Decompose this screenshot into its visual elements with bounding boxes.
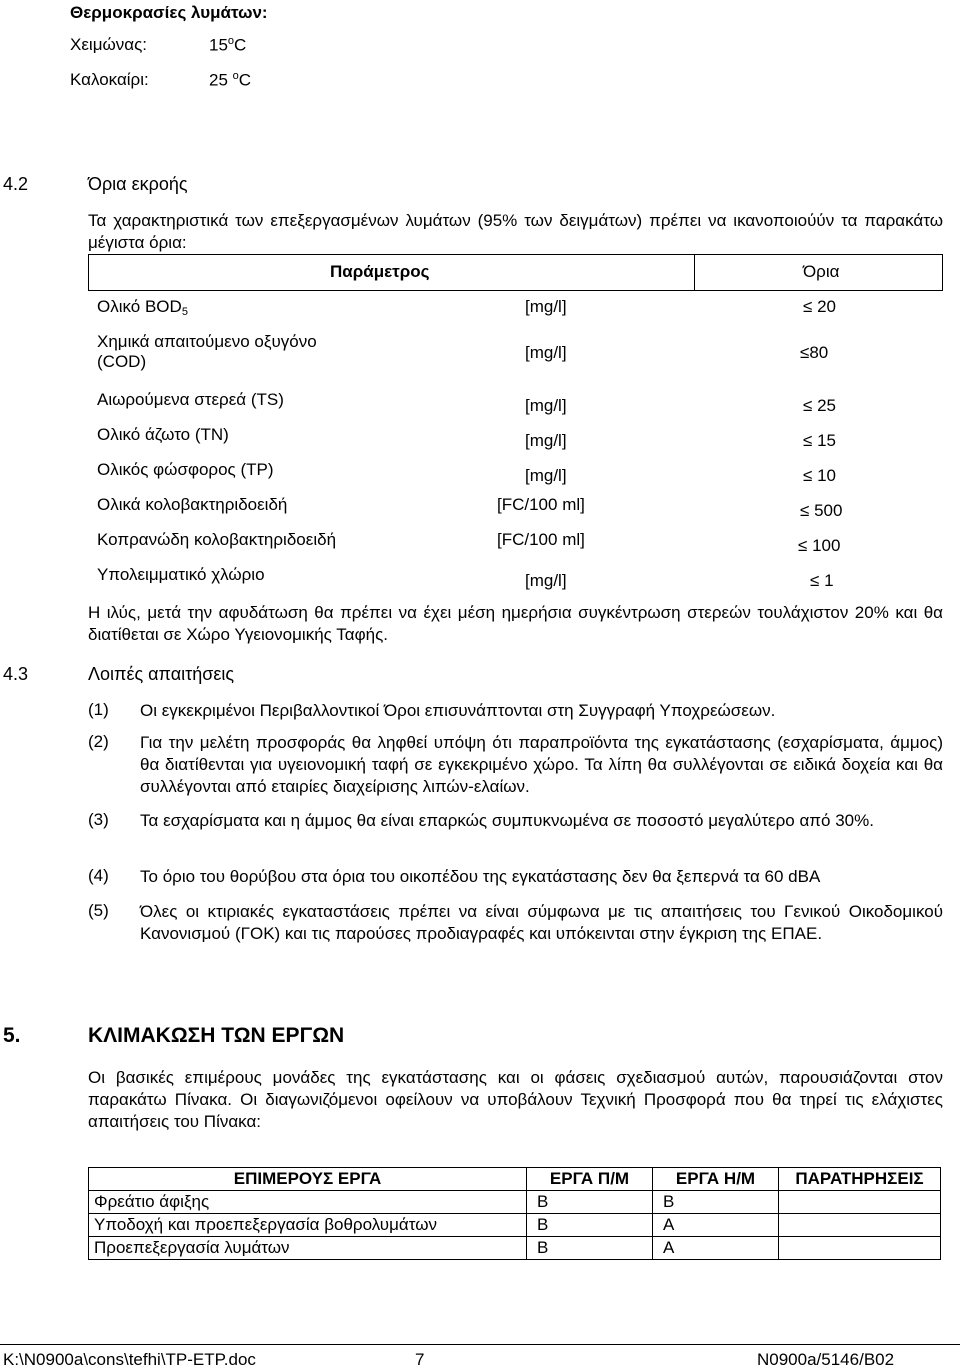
section-5-title: ΚΛΙΜΑΚΩΣΗ ΤΩΝ ΕΡΓΩΝ xyxy=(88,1024,345,1047)
table-cell: Β xyxy=(653,1191,779,1214)
temps-heading: Θερμοκρασίες λυμάτων: xyxy=(70,3,268,22)
list-item-text: Τα εσχαρίσματα και η άμμος θα είναι επαρκώς συμπυκνωμένα σε ποσοστό μεγαλύτερο από 30%. xyxy=(140,811,874,830)
table-cell: Προεπεξεργασία λυμάτων xyxy=(89,1237,527,1260)
le-icon: ≤ xyxy=(803,396,813,415)
limit-row-name: Ολικό άζωτο (TN) xyxy=(97,425,229,444)
limit-row-value: ≤ 1 xyxy=(810,571,834,590)
table-row xyxy=(89,1191,941,1214)
limit-row-value: ≤ 100 xyxy=(798,536,841,555)
section-4-2-title: Όρια εκροής xyxy=(88,174,188,194)
table-cell xyxy=(779,1237,941,1260)
table-cell xyxy=(779,1214,941,1237)
limit-row-name: Χημικά απαιτούμενο οξυγόνο (COD) xyxy=(97,332,317,371)
table-cell: Β xyxy=(527,1237,653,1260)
section-5-number: 5. xyxy=(3,1024,21,1047)
section-5-intro: Οι βασικές επιμέρους μονάδες της εγκατάστασης και οι φάσεις σχεδιασμού αυτών, παρουσιάζονται στον παρακάτω Πίνακα. Οι διαγωνιζόμενοι οφείλουν να υποβάλουν Τεχνική Προσφορά που θα τηρεί τις ελάχιστες απαιτήσεις του Πίνακα: xyxy=(88,1068,943,1131)
section-4-2-intro: Τα χαρακτηριστικά των επεξεργασμένων λυμάτων (95% των δειγμάτων) πρέπει να ικανοποιούύν τα παρακάτω μέγιστα όρια: xyxy=(88,211,943,252)
degree-mark: o xyxy=(227,35,235,47)
limit-row-name: Ολικά κολοβακτηριδοειδή xyxy=(97,495,288,514)
le-icon: ≤ xyxy=(800,343,810,362)
list-item-number: (5) xyxy=(88,901,109,920)
limit-row-unit: [mg/l] xyxy=(525,297,567,316)
table-cell: Υποδοχή και προεπεξεργασία βοθρολυμάτων xyxy=(89,1214,527,1237)
limit-row-name: Ολικό $BOD_5$ xyxy=(97,297,188,318)
table-cell: Α xyxy=(653,1214,779,1237)
list-item-number: (3) xyxy=(88,810,109,829)
limit-row-name: Κοπρανώδη κολοβακτηριδοειδή xyxy=(97,530,337,549)
limit-row-name: Ολικός φώσφορος (TP) xyxy=(97,460,274,479)
le-icon: ≤ xyxy=(800,501,810,520)
footer-page-number: 7 xyxy=(415,1350,425,1369)
section-4-2-number: 4.2 xyxy=(3,174,29,194)
degree-mark: o xyxy=(232,70,239,82)
section-4-3-number: 4.3 xyxy=(3,664,29,684)
sludge-note: Η ιλύς, μετά την αφυδάτωση θα πρέπει να έχει μέση ημερήσια συγκέντρωση στερεών τουλάχιστον 20% και θα διατίθεται σε Χώρο Υγειονομικής Ταφής. xyxy=(88,603,943,644)
le-icon: ≤ xyxy=(798,536,808,555)
winter-number: 15 xyxy=(209,35,228,55)
summer-value xyxy=(209,70,251,91)
list-item-number: (2) xyxy=(88,732,109,751)
limit-row-value: ≤80 xyxy=(800,343,829,362)
winter-value xyxy=(209,35,246,56)
footer-rule xyxy=(0,1344,960,1345)
list-item-text: Το όριο του θορύβου στα όρια του οικοπέδου της εγκατάστασης δεν θα ξεπερνά τα 60 dBA xyxy=(140,867,821,886)
limit-row-value: ≤ 500 xyxy=(800,501,843,520)
limit-row-unit: [mg/l] xyxy=(525,343,567,362)
unit-c: C xyxy=(234,35,247,55)
le-icon: ≤ xyxy=(803,297,813,316)
list-item-text: Όλες οι κτιριακές εγκαταστάσεις πρέπει να είναι σύμφωνα με τις απαιτήσεις του Γενικού Οικοδομικού Κανονισμού (ΓΟΚ) και τις παρούσες προδιαγραφές και υπόκεινται στην έγκριση της ΕΠΑΕ. xyxy=(140,902,943,943)
table-header: ΠΑΡΑΤΗΡΗΣΕΙΣ xyxy=(779,1168,941,1191)
limit-row-unit: [mg/l] xyxy=(525,396,567,415)
table-cell: Β xyxy=(527,1191,653,1214)
table-row xyxy=(89,1214,941,1237)
table-header: ΕΡΓΑ Π/Μ xyxy=(527,1168,653,1191)
limit-row-unit: [mg/l] xyxy=(525,571,567,590)
summer-number: 25 xyxy=(209,70,228,90)
le-icon: ≤ xyxy=(810,571,820,590)
limit-row-name: Αιωρούμενα στερεά (TS) xyxy=(97,390,284,409)
col-limits-header: Όρια xyxy=(803,262,840,281)
limit-row-value: ≤ 10 xyxy=(803,466,836,485)
winter-label: Χειμώνας: xyxy=(70,35,148,54)
limit-row-unit: [FC/100 ml] xyxy=(497,530,585,549)
footer-reference: N0900a/5146/B02 xyxy=(757,1350,895,1369)
works-table xyxy=(88,1167,941,1260)
le-icon: ≤ xyxy=(803,431,813,450)
list-item-text: Για την μελέτη προσφοράς θα ληφθεί υπόψη ότι παραπροϊόντα της εγκατάστασης (εσχαρίσματα, άμμος) θα διατίθενται για υγειονομική ταφή σε εγκεκριμένο χώρο. Τα λίπη θα συλλέγονται σε ειδικά δοχεία και θα συλλέγονται από εταιρίες διαχείρισης λιπών-ελαίων. xyxy=(140,733,943,796)
table-row xyxy=(89,1237,941,1260)
list-item-number: (4) xyxy=(88,866,109,885)
limit-row-value: ≤ 15 xyxy=(803,431,836,450)
table-cell xyxy=(779,1191,941,1214)
limit-row-value: ≤ 20 xyxy=(803,297,836,316)
limit-row-unit: [mg/l] xyxy=(525,431,567,450)
table-header: ΕΡΓΑ Η/Μ xyxy=(653,1168,779,1191)
limit-row-unit: [FC/100 ml] xyxy=(497,495,585,514)
col-parameter-header: Παράμετρος xyxy=(330,262,430,281)
list-item-text: Οι εγκεκριμένοι Περιβαλλοντικοί Όροι επισυνάπτονται στη Συγγραφή Υποχρεώσεων. xyxy=(140,701,776,720)
le-icon: ≤ xyxy=(803,466,813,485)
table-header: ΕΠΙΜΕΡΟΥΣ ΕΡΓΑ xyxy=(89,1168,527,1191)
unit-c: C xyxy=(238,70,252,90)
table-header-row xyxy=(89,1168,941,1191)
footer-path: K:\N0900a\cons\tefhi\TP-ETP.doc xyxy=(3,1350,256,1369)
limit-row-unit: [mg/l] xyxy=(525,466,567,485)
table-cell: Β xyxy=(527,1214,653,1237)
list-item-number: (1) xyxy=(88,700,109,719)
limit-row-value: ≤ 25 xyxy=(803,396,836,415)
section-4-3-title: Λοιπές απαιτήσεις xyxy=(88,664,235,684)
summer-label: Καλοκαίρι: xyxy=(70,70,149,89)
table-cell: Φρεάτιο άφιξης xyxy=(89,1191,527,1214)
table-cell: Α xyxy=(653,1237,779,1260)
limit-row-name: Υπολειμματικό χλώριο xyxy=(97,565,265,584)
